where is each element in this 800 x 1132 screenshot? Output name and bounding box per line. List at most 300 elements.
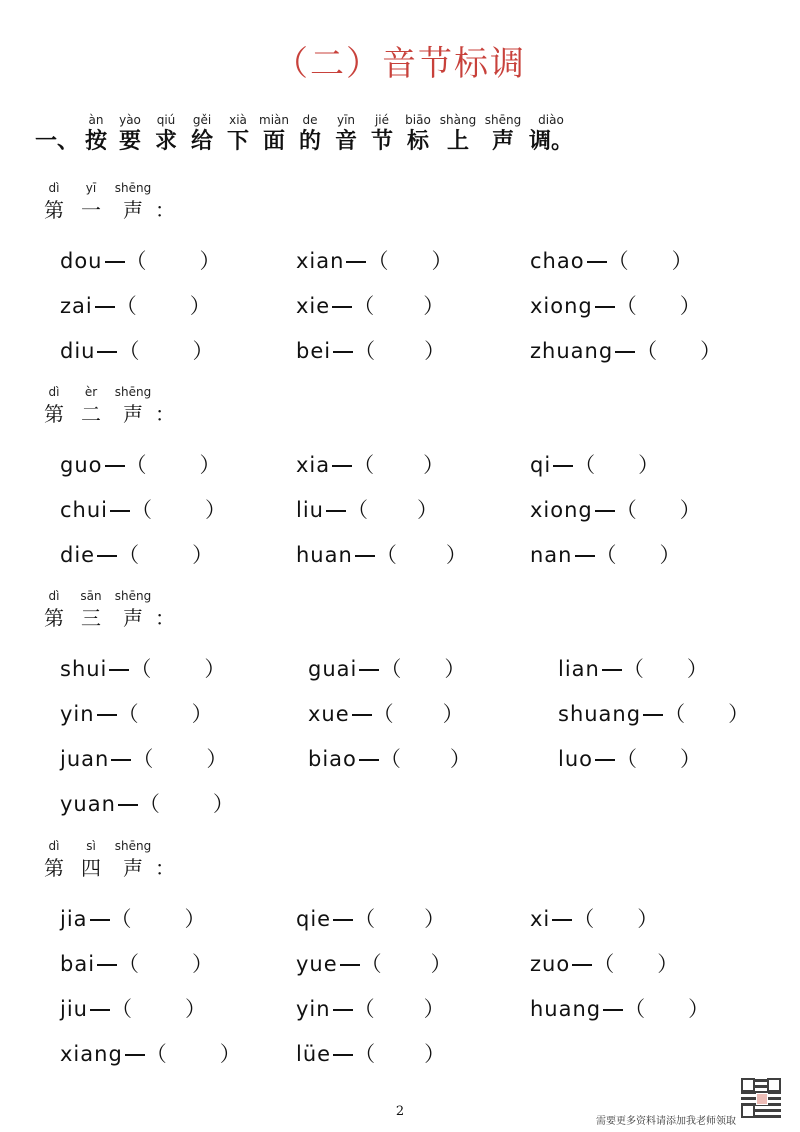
paren-close: ） bbox=[192, 339, 215, 363]
dash-line bbox=[603, 1009, 623, 1011]
heading-char bbox=[38, 838, 70, 882]
syllable-item bbox=[60, 1037, 242, 1071]
paren-open: （ bbox=[115, 294, 138, 318]
instruction-char bbox=[80, 112, 112, 156]
syllable-text: jiu bbox=[60, 997, 88, 1021]
paren-open: （ bbox=[360, 952, 383, 976]
heading-hanzi: 声 bbox=[123, 606, 143, 630]
instruction-pinyin: àn bbox=[88, 113, 104, 127]
instruction-hanzi: 上 bbox=[446, 129, 469, 154]
paren-open: （ bbox=[607, 249, 630, 273]
paren-open: （ bbox=[379, 747, 402, 771]
dash-line bbox=[333, 351, 353, 353]
instruction-char bbox=[256, 112, 292, 156]
syllable-text: yuan bbox=[60, 792, 116, 816]
instruction-pinyin: gěi bbox=[192, 113, 212, 127]
paren-open: （ bbox=[593, 952, 616, 976]
syllable-item bbox=[558, 742, 702, 776]
footer-note: 需要更多资料请添加我老师领取 bbox=[596, 1116, 736, 1127]
heading-pinyin: dì bbox=[48, 839, 60, 853]
paren-open: （ bbox=[131, 498, 153, 522]
paren-open: （ bbox=[138, 792, 161, 816]
syllable-item bbox=[530, 244, 694, 278]
paren-close: ） bbox=[184, 997, 207, 1021]
heading-hanzi: ： bbox=[155, 198, 175, 222]
instruction-pinyin: de bbox=[302, 113, 318, 127]
instruction-char bbox=[526, 112, 576, 156]
syllable-item bbox=[60, 947, 214, 981]
instruction-hanzi: 的 bbox=[298, 129, 321, 154]
syllable-text: xue bbox=[308, 702, 350, 726]
paren-open: （ bbox=[118, 339, 141, 363]
instruction-char bbox=[400, 112, 436, 156]
syllable-item bbox=[296, 334, 446, 368]
heading-char bbox=[38, 588, 70, 632]
syllable-text: chao bbox=[530, 249, 585, 273]
instruction-char bbox=[148, 112, 184, 156]
instruction-pinyin: miàn bbox=[259, 113, 289, 127]
heading-hanzi: 声 bbox=[123, 198, 143, 222]
syllable-text: xiong bbox=[530, 498, 593, 522]
instruction-hanzi: 按 bbox=[84, 129, 107, 154]
syllable-text: yue bbox=[296, 952, 338, 976]
paren-open: （ bbox=[132, 747, 155, 771]
heading-hanzi: ： bbox=[155, 856, 175, 880]
heading-hanzi: 声 bbox=[123, 856, 143, 880]
syllable-item bbox=[60, 289, 212, 323]
exercise-row bbox=[0, 652, 800, 686]
dash-line bbox=[95, 306, 115, 308]
paren-open: （ bbox=[595, 543, 618, 567]
dash-line bbox=[643, 714, 663, 716]
paren-open: （ bbox=[375, 543, 398, 567]
dash-line bbox=[97, 351, 117, 353]
instruction-hanzi: 声 bbox=[491, 129, 514, 154]
paren-open: （ bbox=[636, 339, 659, 363]
avatar-icon bbox=[756, 1093, 768, 1105]
instruction-char bbox=[480, 112, 526, 156]
heading-hanzi: ： bbox=[155, 606, 175, 630]
paren-close: ） bbox=[679, 498, 702, 522]
paren-close: ） bbox=[686, 657, 709, 681]
exercise-row bbox=[0, 289, 800, 323]
syllable-item bbox=[296, 947, 453, 981]
syllable-text: xi bbox=[530, 907, 551, 931]
paren-close: ） bbox=[192, 952, 215, 976]
paren-open: （ bbox=[346, 498, 369, 522]
paren-open: （ bbox=[372, 702, 395, 726]
dash-line bbox=[552, 919, 572, 921]
instruction-hanzi: 给 bbox=[190, 129, 213, 154]
dash-line bbox=[105, 261, 125, 263]
instruction-char bbox=[184, 112, 220, 156]
dash-line bbox=[595, 306, 615, 308]
syllable-text: yin bbox=[60, 702, 95, 726]
dash-line bbox=[90, 1009, 110, 1011]
syllable-item bbox=[296, 289, 445, 323]
heading-pinyin: yī bbox=[85, 181, 97, 195]
syllable-text: huan bbox=[296, 543, 353, 567]
syllable-item bbox=[530, 334, 722, 368]
syllable-text: juan bbox=[60, 747, 110, 771]
instruction-char bbox=[328, 112, 364, 156]
heading-pinyin: èr bbox=[84, 385, 98, 399]
instruction-pinyin: yào bbox=[119, 113, 141, 127]
syllable-text: biao bbox=[308, 747, 357, 771]
syllable-text: guo bbox=[60, 453, 103, 477]
heading-pinyin: dì bbox=[48, 385, 60, 399]
paren-close: ） bbox=[659, 543, 682, 567]
heading-char bbox=[38, 180, 70, 224]
syllable-text: qie bbox=[296, 907, 332, 931]
syllable-item bbox=[296, 493, 439, 527]
paren-open: （ bbox=[118, 543, 141, 567]
heading-char bbox=[112, 384, 154, 428]
syllable-item bbox=[308, 652, 466, 686]
paren-close: ） bbox=[728, 702, 751, 726]
heading-char bbox=[70, 180, 112, 224]
paren-close: ） bbox=[424, 1042, 447, 1066]
syllable-text: xiong bbox=[530, 294, 593, 318]
dash-line bbox=[109, 669, 129, 671]
dash-line bbox=[346, 261, 366, 263]
paren-open: （ bbox=[354, 1042, 377, 1066]
instruction-pinyin: shàng bbox=[439, 113, 477, 127]
instruction-char bbox=[112, 112, 148, 156]
instruction-char bbox=[436, 112, 480, 156]
exercise-row bbox=[0, 787, 800, 821]
dash-line bbox=[595, 510, 615, 512]
heading-pinyin: shēng bbox=[114, 839, 152, 853]
paren-close: ） bbox=[637, 907, 660, 931]
syllable-item bbox=[60, 652, 226, 686]
paren-close: ） bbox=[657, 952, 680, 976]
instruction-char bbox=[292, 112, 328, 156]
paren-close: ） bbox=[671, 249, 694, 273]
syllable-item bbox=[60, 493, 227, 527]
heading-char bbox=[154, 588, 176, 632]
syllable-text: huang bbox=[530, 997, 602, 1021]
syllable-text: yin bbox=[296, 997, 331, 1021]
dash-line bbox=[352, 714, 372, 716]
paren-close: ） bbox=[431, 249, 454, 273]
paren-close: ） bbox=[184, 907, 207, 931]
paren-open: （ bbox=[615, 498, 638, 522]
instruction-pinyin: xià bbox=[229, 113, 247, 127]
dash-line bbox=[332, 306, 352, 308]
paren-close: ） bbox=[192, 543, 215, 567]
paren-open: （ bbox=[664, 702, 687, 726]
syllable-item bbox=[60, 244, 222, 278]
paren-close: ） bbox=[189, 294, 212, 318]
syllable-item bbox=[60, 448, 222, 482]
instruction-pinyin: qiú bbox=[156, 113, 176, 127]
paren-close: ） bbox=[206, 747, 229, 771]
syllable-item bbox=[60, 697, 214, 731]
syllable-item bbox=[60, 538, 214, 572]
heading-char bbox=[154, 384, 176, 428]
paren-close: ） bbox=[199, 249, 222, 273]
syllable-item bbox=[296, 538, 468, 572]
heading-hanzi: 三 bbox=[81, 606, 101, 630]
heading-pinyin: dì bbox=[48, 589, 60, 603]
syllable-item bbox=[530, 992, 710, 1026]
exercise-row bbox=[0, 1037, 800, 1071]
instruction-hanzi: 要 bbox=[118, 129, 141, 154]
section-heading bbox=[38, 838, 176, 882]
exercise-row bbox=[0, 947, 800, 981]
paren-open: （ bbox=[380, 657, 403, 681]
exercise-row bbox=[0, 538, 800, 572]
dash-line bbox=[553, 465, 573, 467]
paren-close: ） bbox=[442, 702, 465, 726]
paren-open: （ bbox=[616, 747, 638, 771]
syllable-item bbox=[60, 992, 207, 1026]
syllable-item bbox=[530, 902, 659, 936]
syllable-item bbox=[296, 448, 445, 482]
heading-hanzi: 第 bbox=[44, 198, 64, 222]
paren-open: （ bbox=[622, 657, 645, 681]
paren-open: （ bbox=[117, 702, 140, 726]
heading-char bbox=[70, 588, 112, 632]
paren-close: ） bbox=[700, 339, 723, 363]
heading-pinyin: dì bbox=[48, 181, 60, 195]
syllable-text: bai bbox=[60, 952, 96, 976]
instruction-hanzi: 节 bbox=[370, 129, 393, 154]
dash-line bbox=[333, 1054, 353, 1056]
paren-close: ） bbox=[199, 453, 222, 477]
paren-open: （ bbox=[615, 294, 638, 318]
paren-close: ） bbox=[423, 997, 446, 1021]
syllable-text: xie bbox=[296, 294, 331, 318]
instruction-char bbox=[34, 112, 80, 156]
heading-char bbox=[112, 588, 154, 632]
dash-line bbox=[105, 465, 125, 467]
heading-pinyin: shēng bbox=[114, 589, 152, 603]
instruction-hanzi: 面 bbox=[262, 129, 285, 154]
syllable-text: diu bbox=[60, 339, 96, 363]
paren-open: （ bbox=[354, 907, 377, 931]
paren-open: （ bbox=[354, 339, 377, 363]
heading-char bbox=[38, 384, 70, 428]
paren-close: ） bbox=[449, 747, 472, 771]
paren-close: ） bbox=[416, 498, 439, 522]
heading-pinyin: shēng bbox=[114, 181, 152, 195]
dash-line bbox=[326, 510, 346, 512]
paren-close: ） bbox=[430, 952, 453, 976]
paren-close: ） bbox=[219, 1042, 242, 1066]
syllable-text: xian bbox=[296, 249, 345, 273]
dash-line bbox=[118, 804, 138, 806]
exercise-row bbox=[0, 244, 800, 278]
dash-line bbox=[111, 759, 131, 761]
heading-pinyin: sān bbox=[80, 589, 102, 603]
syllable-text: qi bbox=[530, 453, 552, 477]
paren-close: ） bbox=[204, 657, 227, 681]
paren-open: （ bbox=[118, 952, 141, 976]
dash-line bbox=[110, 510, 130, 512]
dash-line bbox=[587, 261, 607, 263]
paren-close: ） bbox=[445, 543, 468, 567]
heading-char bbox=[112, 838, 154, 882]
dash-line bbox=[90, 919, 110, 921]
syllable-text: shui bbox=[60, 657, 108, 681]
heading-hanzi: 第 bbox=[44, 856, 64, 880]
dash-line bbox=[602, 669, 622, 671]
paren-close: ） bbox=[680, 747, 702, 771]
page-number: 2 bbox=[395, 1104, 405, 1119]
dash-line bbox=[355, 555, 375, 557]
syllable-text: xiang bbox=[60, 1042, 123, 1066]
syllable-text: lian bbox=[558, 657, 600, 681]
heading-pinyin: shēng bbox=[114, 385, 152, 399]
heading-char bbox=[112, 180, 154, 224]
syllable-item bbox=[60, 742, 228, 776]
heading-hanzi: 四 bbox=[81, 856, 101, 880]
instruction-hanzi: 一、 bbox=[34, 129, 79, 154]
paren-close: ） bbox=[423, 294, 446, 318]
heading-hanzi: 第 bbox=[44, 606, 64, 630]
syllable-text: guai bbox=[308, 657, 358, 681]
dash-line bbox=[332, 465, 352, 467]
paren-close: ） bbox=[424, 339, 447, 363]
syllable-text: luo bbox=[558, 747, 593, 771]
syllable-item bbox=[308, 742, 472, 776]
paren-open: （ bbox=[353, 453, 376, 477]
syllable-text: jia bbox=[60, 907, 88, 931]
paren-close: ） bbox=[679, 294, 702, 318]
section-heading bbox=[38, 588, 176, 632]
paren-open: （ bbox=[574, 453, 597, 477]
syllable-item bbox=[530, 538, 682, 572]
instruction-pinyin: yīn bbox=[336, 113, 356, 127]
dash-line bbox=[359, 669, 379, 671]
instruction-hanzi: 下 bbox=[226, 129, 249, 154]
heading-hanzi: 声 bbox=[123, 402, 143, 426]
syllable-item bbox=[530, 493, 702, 527]
exercise-row bbox=[0, 902, 800, 936]
syllable-item bbox=[296, 1037, 446, 1071]
paren-open: （ bbox=[367, 249, 390, 273]
heading-hanzi: ： bbox=[155, 402, 175, 426]
paren-close: ） bbox=[205, 498, 227, 522]
exercise-row bbox=[0, 992, 800, 1026]
syllable-text: shuang bbox=[558, 702, 642, 726]
dash-line bbox=[575, 555, 595, 557]
exercise-row bbox=[0, 448, 800, 482]
instruction-hanzi: 标 bbox=[406, 129, 429, 154]
page-title: （二）音节标调 bbox=[274, 44, 526, 84]
syllable-text: zuo bbox=[530, 952, 571, 976]
heading-hanzi: 第 bbox=[44, 402, 64, 426]
paren-open: （ bbox=[573, 907, 596, 931]
exercise-row bbox=[0, 334, 800, 368]
instruction-char bbox=[220, 112, 256, 156]
syllable-text: zhuang bbox=[530, 339, 614, 363]
dash-line bbox=[595, 759, 615, 761]
paren-close: ） bbox=[688, 997, 711, 1021]
dash-line bbox=[97, 555, 117, 557]
heading-char bbox=[154, 838, 176, 882]
heading-hanzi: 二 bbox=[81, 402, 101, 426]
heading-char bbox=[70, 838, 112, 882]
syllable-text: lüe bbox=[296, 1042, 332, 1066]
syllable-text: chui bbox=[60, 498, 108, 522]
paren-open: （ bbox=[145, 1042, 168, 1066]
paren-open: （ bbox=[130, 657, 153, 681]
syllable-text: nan bbox=[530, 543, 573, 567]
syllable-item bbox=[558, 697, 750, 731]
dash-line bbox=[333, 1009, 353, 1011]
instruction-pinyin: jié bbox=[374, 113, 390, 127]
syllable-text: die bbox=[60, 543, 96, 567]
dash-line bbox=[97, 964, 117, 966]
instruction-line bbox=[34, 112, 576, 156]
qr-code-icon bbox=[741, 1078, 781, 1118]
dash-line bbox=[97, 714, 117, 716]
instruction-pinyin: diào bbox=[538, 113, 564, 127]
exercise-row bbox=[0, 742, 800, 776]
syllable-text: dou bbox=[60, 249, 103, 273]
dash-line bbox=[340, 964, 360, 966]
dash-line bbox=[125, 1054, 145, 1056]
paren-close: ） bbox=[423, 453, 446, 477]
paren-close: ） bbox=[638, 453, 661, 477]
heading-char bbox=[154, 180, 176, 224]
paren-open: （ bbox=[624, 997, 647, 1021]
heading-pinyin: sì bbox=[86, 839, 96, 853]
paren-close: ） bbox=[424, 907, 447, 931]
dash-line bbox=[615, 351, 635, 353]
dash-line bbox=[359, 759, 379, 761]
syllable-item bbox=[530, 448, 660, 482]
paren-close: ） bbox=[212, 792, 235, 816]
section-heading bbox=[38, 180, 176, 224]
syllable-item bbox=[296, 992, 446, 1026]
syllable-item bbox=[60, 787, 235, 821]
syllable-text: liu bbox=[296, 498, 324, 522]
syllable-text: bei bbox=[296, 339, 332, 363]
instruction-pinyin: biāo bbox=[405, 113, 431, 127]
section-heading bbox=[38, 384, 176, 428]
instruction-hanzi: 音 bbox=[334, 129, 357, 154]
syllable-item bbox=[530, 289, 702, 323]
paren-close: ） bbox=[444, 657, 467, 681]
instruction-hanzi: 调。 bbox=[528, 129, 573, 154]
syllable-item bbox=[60, 334, 214, 368]
paren-open: （ bbox=[353, 294, 376, 318]
syllable-text: zai bbox=[60, 294, 93, 318]
heading-char bbox=[70, 384, 112, 428]
syllable-item bbox=[296, 902, 446, 936]
syllable-item bbox=[296, 244, 453, 278]
dash-line bbox=[333, 919, 353, 921]
instruction-pinyin: shēng bbox=[484, 113, 522, 127]
exercise-row bbox=[0, 697, 800, 731]
paren-open: （ bbox=[110, 997, 133, 1021]
paren-open: （ bbox=[353, 997, 376, 1021]
syllable-item bbox=[60, 902, 207, 936]
syllable-item bbox=[530, 947, 679, 981]
paren-open: （ bbox=[110, 907, 133, 931]
heading-hanzi: 一 bbox=[81, 198, 101, 222]
dash-line bbox=[572, 964, 592, 966]
syllable-item bbox=[308, 697, 465, 731]
paren-open: （ bbox=[125, 249, 148, 273]
syllable-text: xia bbox=[296, 453, 331, 477]
exercise-row bbox=[0, 493, 800, 527]
paren-close: ） bbox=[191, 702, 214, 726]
